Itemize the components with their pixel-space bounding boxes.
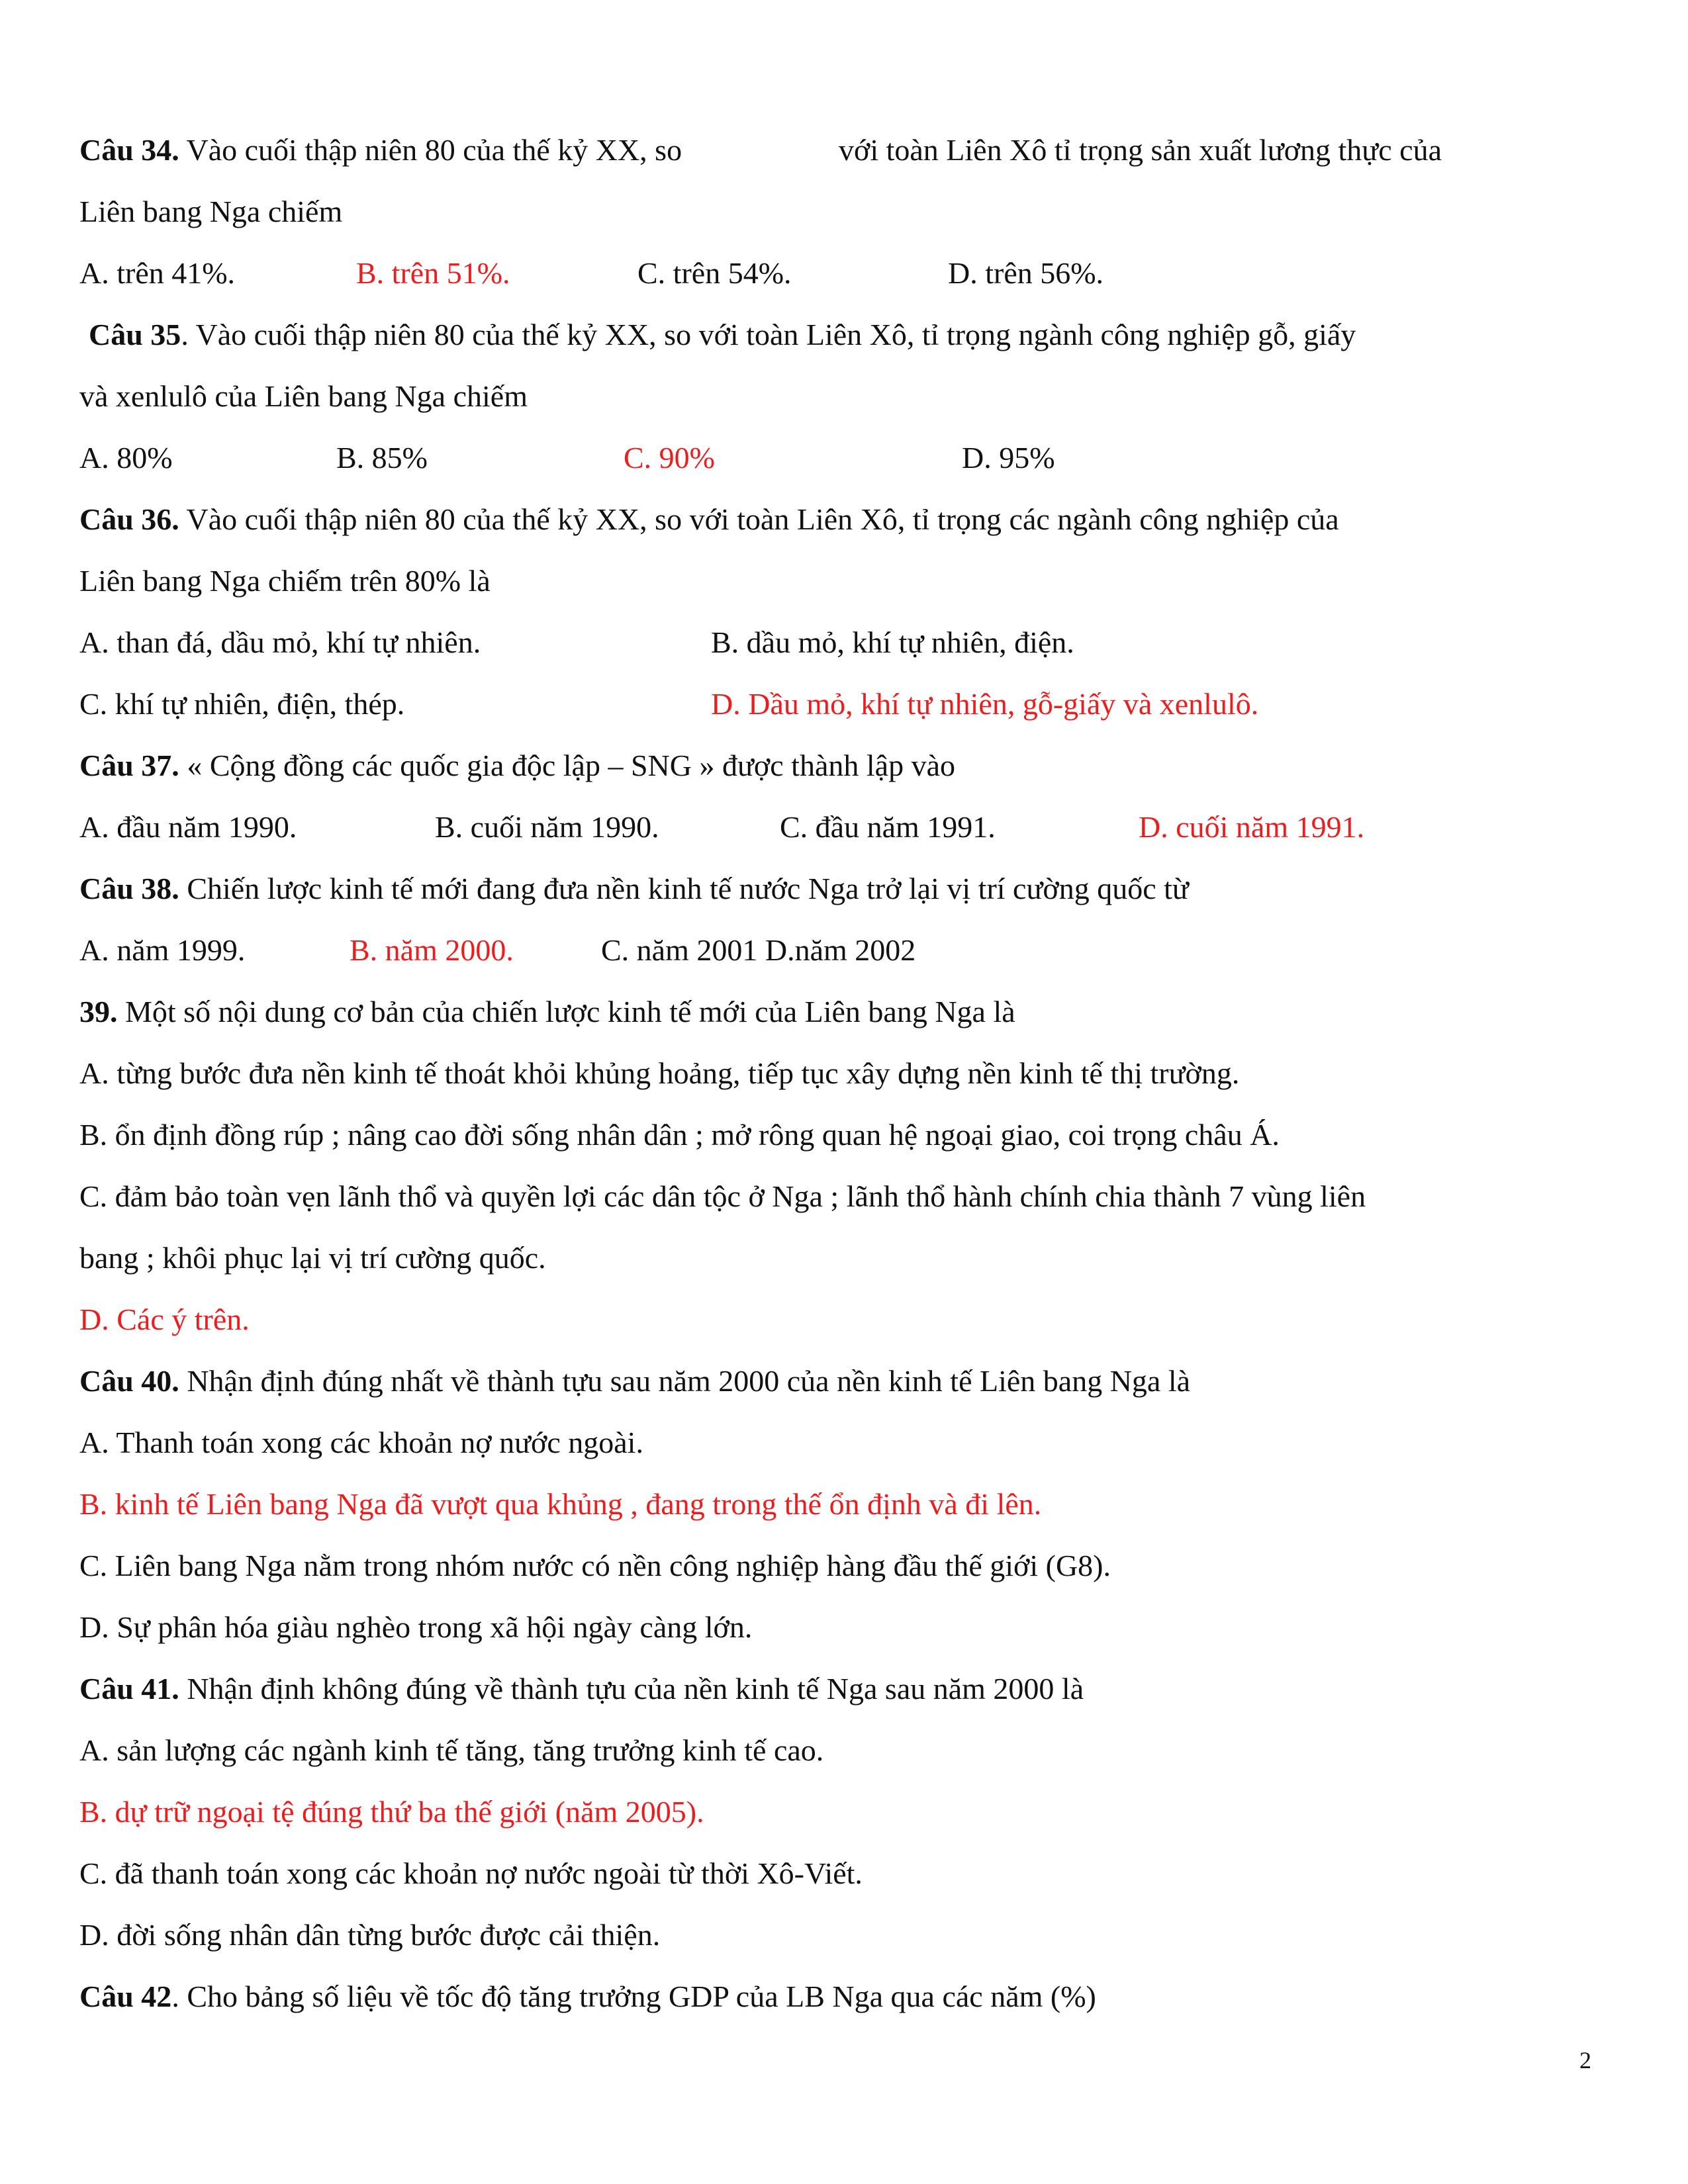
question-42 bbox=[79, 1966, 1609, 2027]
option-a: A. than đá, dầu mỏ, khí tự nhiên. bbox=[79, 625, 481, 659]
option-b: B. ổn định đồng rúp ; nâng cao đời sống nhân dân ; mở rông quan hệ ngoại giao, coi trọng châu Á. bbox=[79, 1118, 1280, 1152]
question-34-continued: Liên bang Nga chiếm bbox=[79, 195, 343, 228]
question-35-continued: và xenlulô của Liên bang Nga chiếm bbox=[79, 379, 528, 413]
question-number: Câu 36. bbox=[79, 502, 179, 536]
page-number: 2 bbox=[1579, 2047, 1591, 2073]
question-text: Vào cuối thập niên 80 của thế kỷ XX, so với toàn Liên Xô, tỉ trọng các ngành công nghiệp của bbox=[179, 502, 1339, 536]
option-d: D. trên 56%. bbox=[948, 256, 1104, 290]
option-d: D. đời sống nhân dân từng bước được cải thiện. bbox=[79, 1918, 661, 1952]
option-c: C. khí tự nhiên, điện, thép. bbox=[79, 687, 405, 721]
question-text: với toàn Liên Xô tỉ trọng sản xuất lương thực của bbox=[839, 133, 1442, 167]
options-37 bbox=[79, 796, 1609, 858]
question-39 bbox=[79, 981, 1609, 1042]
option-b-answer: B. kinh tế Liên bang Nga đã vượt qua khủng , đang trong thế ổn định và đi lên. bbox=[79, 1487, 1042, 1521]
option-c-answer: C. 90% bbox=[624, 441, 715, 475]
option-a: A. Thanh toán xong các khoản nợ nước ngoài. bbox=[79, 1426, 643, 1459]
question-number: Câu 34. bbox=[79, 133, 179, 167]
question-41 bbox=[79, 1658, 1609, 1719]
option-c: C. đã thanh toán xong các khoản nợ nước ngoài từ thời Xô-Viết. bbox=[79, 1856, 863, 1890]
question-text: Vào cuối thập niên 80 của thế kỷ XX, so bbox=[179, 133, 682, 167]
question-36-continued: Liên bang Nga chiếm trên 80% là bbox=[79, 564, 491, 598]
question-37 bbox=[79, 735, 1609, 796]
option-a: A. trên 41%. bbox=[79, 256, 236, 290]
option-c: C. trên 54%. bbox=[637, 256, 792, 290]
option-a: A. từng bước đưa nền kinh tế thoát khỏi khủng hoảng, tiếp tục xây dựng nền kinh tế thị trường. bbox=[79, 1056, 1240, 1090]
option-c: C. đầu năm 1991. bbox=[780, 810, 996, 844]
question-text: Nhận định không đúng về thành tựu của nền kinh tế Nga sau năm 2000 là bbox=[179, 1672, 1084, 1706]
question-40 bbox=[79, 1350, 1609, 1412]
question-number: Câu 37. bbox=[79, 749, 179, 782]
question-text: Một số nội dung cơ bản của chiến lược kinh tế mới của Liên bang Nga là bbox=[117, 995, 1015, 1028]
option-d-answer: D. cuối năm 1991. bbox=[1139, 810, 1365, 844]
option-a: A. năm 1999. bbox=[79, 933, 246, 967]
question-number: Câu 42 bbox=[79, 1979, 172, 2013]
question-number: Câu 41. bbox=[79, 1672, 179, 1706]
option-c: C. Liên bang Nga nằm trong nhóm nước có nền công nghiệp hàng đầu thế giới (G8). bbox=[79, 1549, 1111, 1582]
question-number: Câu 40. bbox=[79, 1364, 179, 1398]
option-c-d: C. năm 2001 D.năm 2002 bbox=[601, 933, 916, 967]
option-b-answer: B. trên 51%. bbox=[356, 256, 510, 290]
option-a: A. sản lượng các ngành kinh tế tăng, tăng trưởng kinh tế cao. bbox=[79, 1733, 824, 1767]
question-number: Câu 38. bbox=[79, 872, 179, 905]
option-b: B. cuối năm 1990. bbox=[435, 810, 659, 844]
options-34 bbox=[79, 242, 1609, 304]
option-a: A. 80% bbox=[79, 441, 173, 475]
question-34 bbox=[79, 119, 1609, 181]
question-38 bbox=[79, 858, 1609, 919]
option-c-continued: bang ; khôi phục lại vị trí cường quốc. bbox=[79, 1241, 546, 1275]
options-36-ab bbox=[79, 612, 1609, 673]
option-b-answer: B. năm 2000. bbox=[350, 933, 514, 967]
option-d-answer: D. Dầu mỏ, khí tự nhiên, gỗ-giấy và xenlulô. bbox=[711, 687, 1259, 721]
option-d-answer: D. Các ý trên. bbox=[79, 1302, 250, 1336]
option-b: B. dầu mỏ, khí tự nhiên, điện. bbox=[711, 625, 1074, 659]
question-text: Nhận định đúng nhất về thành tựu sau năm 2000 của nền kinh tế Liên bang Nga là bbox=[179, 1364, 1191, 1398]
question-text: « Cộng đồng các quốc gia độc lập – SNG » được thành lập vào bbox=[179, 749, 955, 782]
question-number: 39. bbox=[79, 995, 118, 1028]
options-35 bbox=[79, 427, 1609, 488]
options-38 bbox=[79, 919, 1609, 981]
option-c: C. đảm bảo toàn vẹn lãnh thổ và quyền lợi các dân tộc ở Nga ; lãnh thổ hành chính chia thành 7 vùng liên bbox=[79, 1179, 1366, 1213]
question-36 bbox=[79, 488, 1609, 550]
option-a: A. đầu năm 1990. bbox=[79, 810, 297, 844]
option-b-answer: B. dự trữ ngoại tệ đúng thứ ba thế giới (năm 2005). bbox=[79, 1795, 704, 1829]
option-d: D. Sự phân hóa giàu nghèo trong xã hội ngày càng lớn. bbox=[79, 1610, 753, 1644]
option-b: B. 85% bbox=[336, 441, 428, 475]
question-number: Câu 35 bbox=[89, 318, 181, 351]
question-text: Chiến lược kinh tế mới đang đưa nền kinh tế nước Nga trở lại vị trí cường quốc từ bbox=[179, 872, 1189, 905]
question-text: . Vào cuối thập niên 80 của thế kỷ XX, so với toàn Liên Xô, tỉ trọng ngành công nghiệp gỗ, giấy bbox=[181, 318, 1356, 351]
question-35 bbox=[79, 304, 1609, 365]
option-d: D. 95% bbox=[962, 441, 1055, 475]
question-text: . Cho bảng số liệu về tốc độ tăng trưởng GDP của LB Nga qua các năm (%) bbox=[171, 1979, 1096, 2013]
document-page bbox=[79, 119, 1609, 2027]
options-36-cd bbox=[79, 673, 1609, 735]
